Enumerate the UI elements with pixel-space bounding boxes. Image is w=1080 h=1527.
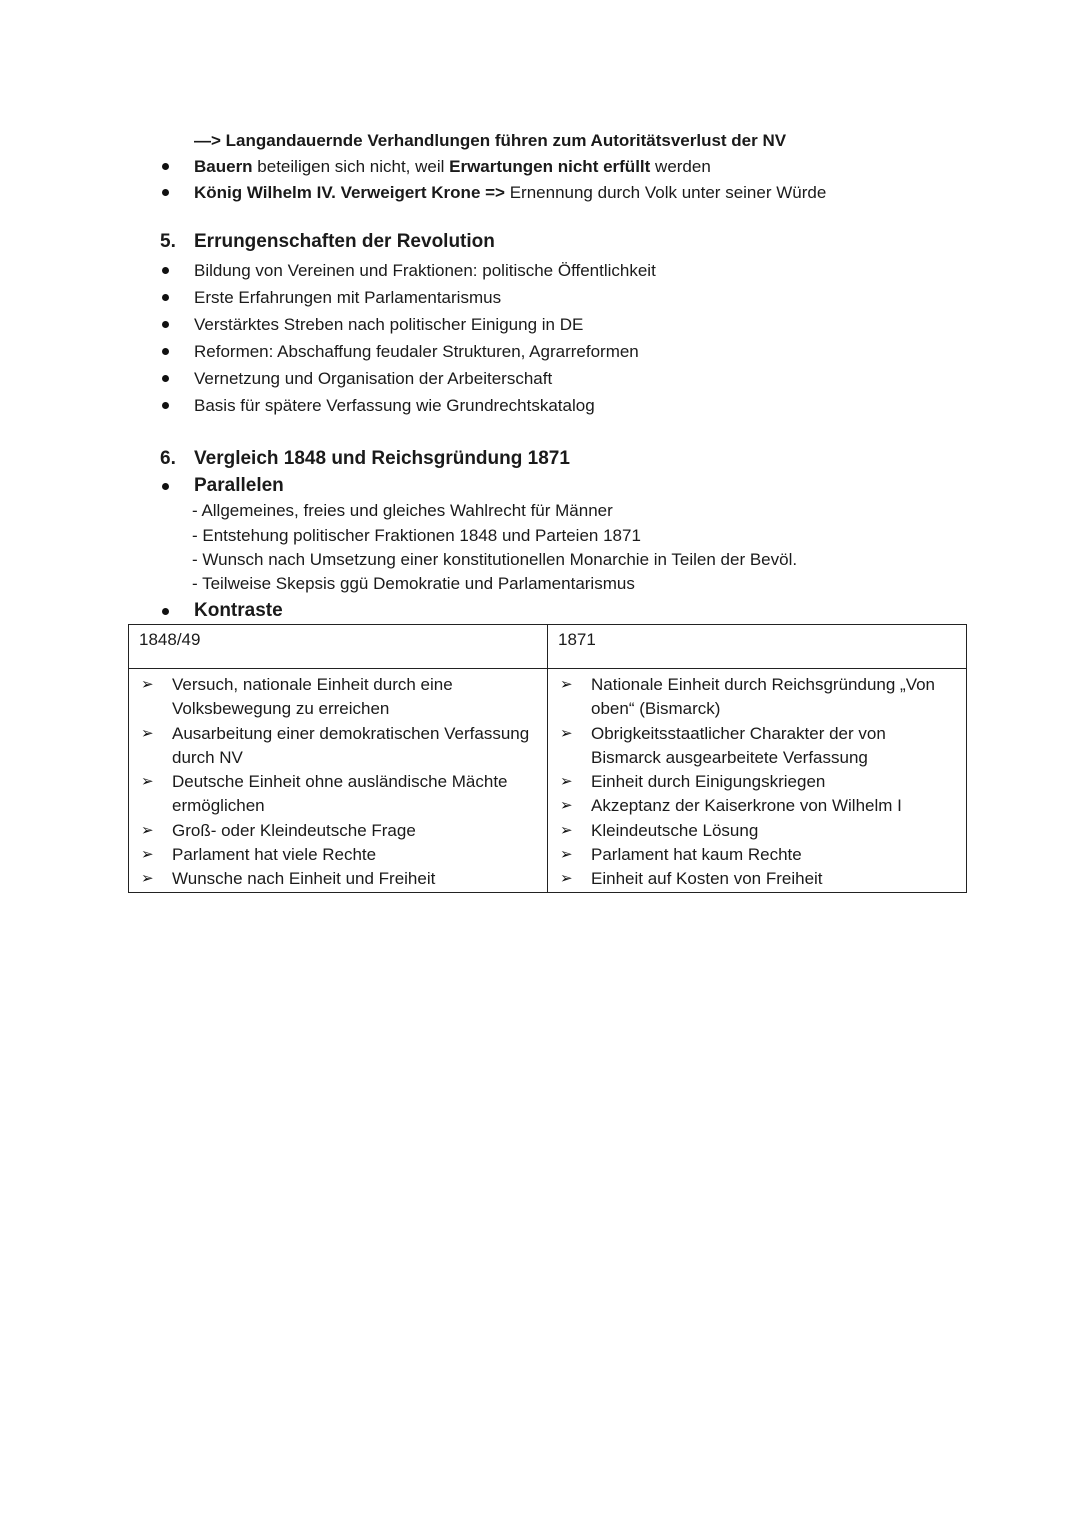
arrow-bullet-icon: ➢: [560, 797, 573, 815]
arrow-bullet-icon: ➢: [141, 724, 154, 742]
arrow-bullet-icon: ➢: [141, 773, 154, 791]
bullet-icon: [162, 608, 169, 615]
arrow-conclusion-line: —> Langandauernde Verhandlungen führen zum Autoritätsverlust der NV: [194, 131, 787, 150]
list-item: ➢ Einheit durch Einigungskriegen: [556, 770, 960, 794]
arrow-bullet-icon: ➢: [560, 724, 573, 742]
list-item: ➢ Wunsche nach Einheit und Freiheit: [137, 867, 541, 891]
arrow-bullet-icon: ➢: [560, 821, 573, 839]
section6-number: 6.: [160, 448, 176, 469]
arrow-bullet-icon: ➢: [141, 870, 154, 888]
erwartungen-bold: Erwartungen nicht erfüllt: [449, 157, 651, 176]
table-cell-1848: [129, 669, 548, 893]
section5-number: 5.: [160, 231, 176, 252]
list-item: ➢ Parlament hat viele Rechte: [137, 843, 541, 867]
section5-item: Vernetzung und Organisation der Arbeiterschaft: [194, 369, 553, 388]
table-cell-1871: [548, 669, 967, 893]
bauern-line: [194, 156, 711, 178]
koenig-line: [194, 182, 826, 204]
bullet-icon: [162, 163, 169, 170]
bullet-icon: [162, 375, 169, 382]
parallelen-label: Parallelen: [194, 475, 284, 496]
bauern-text-end: werden: [650, 157, 711, 176]
list-item: ➢ Groß- oder Kleindeutsche Frage: [137, 819, 541, 843]
list-item: ➢ Akzeptanz der Kaiserkrone von Wilhelm I: [556, 794, 960, 818]
bullet-icon: [162, 294, 169, 301]
bullet-icon: [162, 483, 169, 490]
parallelen-item: - Teilweise Skepsis ggü Demokratie und Parlamentarismus: [192, 574, 635, 593]
contrast-table: [128, 624, 967, 893]
bullet-icon: [162, 321, 169, 328]
section5-item: Basis für spätere Verfassung wie Grundrechtskatalog: [194, 396, 595, 415]
parallelen-item: - Wunsch nach Umsetzung einer konstitutionellen Monarchie in Teilen der Bevöl.: [192, 550, 798, 569]
bullet-icon: [162, 267, 169, 274]
list-item: ➢ Kleindeutsche Lösung: [556, 819, 960, 843]
list-item: ➢ Nationale Einheit durch Reichsgründung „Von oben“ (Bismarck): [560, 675, 936, 719]
bullet-icon: [162, 402, 169, 409]
bullet-icon: [162, 189, 169, 196]
section5-title: Errungenschaften der Revolution: [194, 231, 495, 252]
parallelen-item: - Allgemeines, freies und gleiches Wahlrecht für Männer: [192, 501, 613, 520]
parallelen-item: - Entstehung politischer Fraktionen 1848 und Parteien 1871: [192, 526, 641, 545]
koenig-bold: König Wilhelm IV. Verweigert Krone =>: [194, 183, 505, 202]
section6-title: Vergleich 1848 und Reichsgründung 1871: [194, 448, 570, 469]
kontraste-label: Kontraste: [194, 600, 283, 621]
list-item: ➢ Einheit auf Kosten von Freiheit: [556, 867, 960, 891]
bauern-bold: Bauern: [194, 157, 253, 176]
arrow-bullet-icon: ➢: [560, 846, 573, 864]
arrow-bullet-icon: ➢: [560, 773, 573, 791]
koenig-text: Ernennung durch Volk unter seiner Würde: [504, 183, 827, 202]
arrow-bullet-icon: ➢: [141, 846, 154, 864]
section5-item: Reformen: Abschaffung feudaler Strukturen, Agrarreformen: [194, 342, 639, 361]
list-item: ➢ Versuch, nationale Einheit durch eine Volksbewegung zu erreichen: [141, 675, 453, 719]
list-item: ➢ Obrigkeitsstaatlicher Charakter der von Bismarck ausgearbeitete Verfassung: [560, 723, 886, 767]
list-item: ➢ Deutsche Einheit ohne ausländische Mächte ermöglichen: [141, 772, 508, 816]
list-item: ➢ Parlament hat kaum Rechte: [556, 843, 960, 867]
section5-item: Bildung von Vereinen und Fraktionen: politische Öffentlichkeit: [194, 261, 656, 280]
arrow-bullet-icon: ➢: [141, 676, 154, 693]
arrow-bullet-icon: ➢: [141, 821, 154, 839]
section5-item: Verstärktes Streben nach politischer Einigung in DE: [194, 315, 584, 334]
table-header-1848: 1848/49: [129, 625, 548, 669]
bauern-text: beteiligen sich nicht, weil: [252, 157, 450, 176]
section5-item: Erste Erfahrungen mit Parlamentarismus: [194, 288, 502, 307]
arrow-bullet-icon: ➢: [560, 870, 573, 888]
arrow-bullet-icon: ➢: [560, 676, 573, 693]
bullet-icon: [162, 348, 169, 355]
list-item: ➢ Ausarbeitung einer demokratischen Verfassung durch NV: [141, 723, 530, 767]
table-header-1871: 1871: [548, 625, 967, 669]
